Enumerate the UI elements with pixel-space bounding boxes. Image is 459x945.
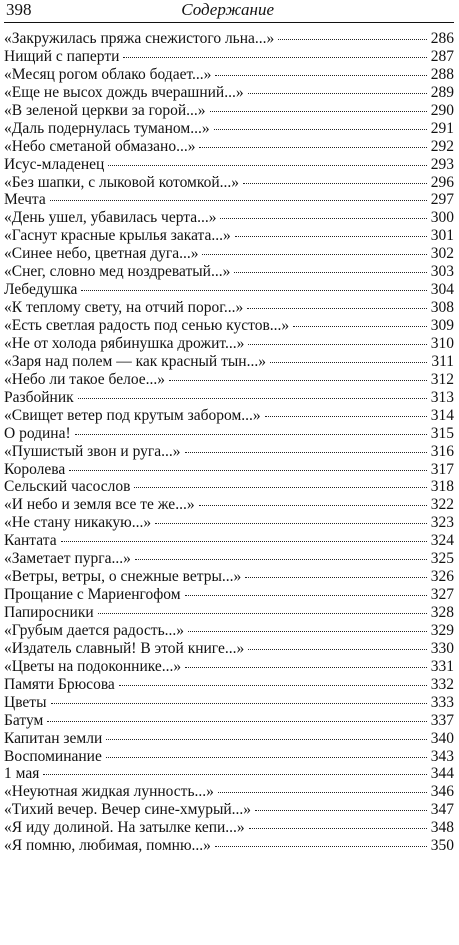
page-number: 398 bbox=[6, 0, 32, 19]
entry-page-number: 308 bbox=[430, 299, 454, 317]
entry-title: «Я иду долиной. На затылке кепи...» bbox=[4, 819, 245, 837]
toc-entry bbox=[4, 425, 454, 443]
entry-page-number: 316 bbox=[430, 442, 454, 460]
toc-entry bbox=[4, 478, 454, 496]
dot-leader bbox=[188, 631, 427, 632]
entry-page-number: 346 bbox=[430, 783, 454, 801]
dot-leader bbox=[106, 739, 426, 740]
toc-entry bbox=[4, 783, 454, 801]
entry-page-number: 348 bbox=[430, 819, 454, 837]
dot-leader bbox=[47, 721, 426, 722]
dot-leader bbox=[155, 523, 427, 524]
entry-title: Лебедушка bbox=[4, 281, 78, 299]
toc-entry bbox=[4, 443, 454, 461]
toc-entry bbox=[4, 299, 454, 317]
toc-entry bbox=[4, 819, 454, 837]
entry-page-number: 288 bbox=[430, 65, 454, 83]
entry-page-number: 331 bbox=[430, 657, 454, 675]
entry-page-number: 304 bbox=[430, 281, 454, 299]
dot-leader bbox=[249, 828, 427, 829]
entry-page-number: 313 bbox=[430, 388, 454, 406]
entry-title: «Издатель славный! В этой книге...» bbox=[4, 639, 245, 657]
toc-entry bbox=[4, 694, 454, 712]
entry-page-number: 322 bbox=[430, 496, 454, 514]
entry-page-number: 296 bbox=[430, 173, 454, 191]
toc-entry bbox=[4, 676, 454, 694]
dot-leader bbox=[248, 649, 427, 650]
entry-page-number: 326 bbox=[430, 568, 454, 586]
toc-entry bbox=[4, 514, 454, 532]
entry-title: Мечта bbox=[4, 191, 46, 209]
entry-title: «Свищет ветер под крутым забором...» bbox=[4, 406, 261, 424]
dot-leader bbox=[248, 344, 426, 345]
dot-leader bbox=[135, 559, 427, 560]
dot-leader bbox=[108, 165, 426, 166]
running-title: Содержание bbox=[181, 0, 274, 19]
dot-leader bbox=[235, 236, 427, 237]
dot-leader bbox=[185, 452, 427, 453]
entry-page-number: 344 bbox=[430, 765, 454, 783]
toc-entry bbox=[4, 532, 454, 550]
entry-title: Цветы bbox=[4, 693, 47, 711]
entry-title: Памяти Брюсова bbox=[4, 675, 115, 693]
dot-leader bbox=[185, 667, 427, 668]
dot-leader bbox=[43, 774, 426, 775]
entry-title: «Цветы на подоконнике...» bbox=[4, 657, 182, 675]
toc-entry bbox=[4, 496, 454, 514]
toc-entry bbox=[4, 712, 454, 730]
toc-entry bbox=[4, 102, 454, 120]
toc-entry bbox=[4, 48, 454, 66]
dot-leader bbox=[50, 200, 427, 201]
toc-entry bbox=[4, 263, 454, 281]
entry-title: «В зеленой церкви за горой...» bbox=[4, 101, 206, 119]
toc-entry bbox=[4, 209, 454, 227]
entry-page-number: 300 bbox=[430, 209, 454, 227]
dot-leader bbox=[214, 129, 427, 130]
entry-page-number: 309 bbox=[430, 317, 454, 334]
dot-leader bbox=[278, 39, 426, 40]
entry-title: «Заря над полем — как красный тын...» bbox=[4, 352, 266, 370]
dot-leader bbox=[134, 487, 426, 488]
entry-title: «Небо сметаной обмазано...» bbox=[4, 137, 196, 155]
dot-leader bbox=[215, 846, 427, 847]
entry-title: Исус-младенец bbox=[4, 155, 105, 173]
toc-entry bbox=[4, 765, 454, 783]
entry-page-number: 325 bbox=[430, 550, 454, 568]
toc-entry bbox=[4, 658, 454, 676]
toc-entry bbox=[4, 801, 454, 819]
toc-entry bbox=[4, 389, 454, 407]
entry-page-number: 347 bbox=[430, 801, 454, 819]
dot-leader bbox=[61, 541, 427, 542]
entry-page-number: 312 bbox=[430, 370, 454, 388]
entry-page-number: 333 bbox=[430, 693, 454, 711]
entry-title: «Ветры, ветры, о снежные ветры...» bbox=[4, 568, 242, 586]
entry-page-number: 287 bbox=[430, 47, 454, 65]
entry-title: «Закружилась пряжа снежистого льна...» bbox=[4, 30, 275, 47]
entry-title: «Я помню, любимая, помню...» bbox=[4, 837, 211, 855]
entry-title: Разбойник bbox=[4, 388, 74, 406]
entry-page-number: 328 bbox=[430, 604, 454, 621]
entry-title: «К теплому свету, на отчий порог...» bbox=[4, 299, 244, 317]
toc-entry bbox=[4, 640, 454, 658]
entry-page-number: 292 bbox=[430, 137, 454, 155]
toc-entry bbox=[4, 317, 454, 335]
dot-leader bbox=[255, 810, 427, 811]
dot-leader bbox=[81, 290, 426, 291]
entry-title: «Без шапки, с лыковой котомкой...» bbox=[4, 173, 240, 191]
entry-page-number: 311 bbox=[431, 352, 454, 370]
toc-entry bbox=[4, 730, 454, 748]
dot-leader bbox=[98, 613, 427, 614]
entry-title: Кантата bbox=[4, 532, 57, 550]
entry-title: «Гаснут красные крылья заката...» bbox=[4, 227, 231, 245]
toc-entry bbox=[4, 245, 454, 263]
dot-leader bbox=[265, 416, 427, 417]
dot-leader bbox=[199, 147, 426, 148]
toc-entry bbox=[4, 837, 454, 855]
dot-leader bbox=[247, 308, 427, 309]
entry-page-number: 324 bbox=[430, 532, 454, 550]
dot-leader bbox=[218, 792, 427, 793]
entry-page-number: 289 bbox=[430, 83, 454, 101]
entry-title: «Не стану никакую...» bbox=[4, 514, 152, 532]
entry-page-number: 327 bbox=[430, 586, 454, 604]
entry-title: Папиросники bbox=[4, 604, 94, 621]
entry-page-number: 340 bbox=[430, 729, 454, 747]
dot-leader bbox=[123, 57, 426, 58]
entry-page-number: 318 bbox=[430, 478, 454, 496]
entry-title: Воспоминание bbox=[4, 747, 102, 765]
toc-entry bbox=[4, 568, 454, 586]
entry-page-number: 343 bbox=[430, 747, 454, 765]
toc-entry bbox=[4, 66, 454, 84]
toc-entry bbox=[4, 604, 454, 622]
dot-leader bbox=[169, 380, 427, 381]
entry-page-number: 291 bbox=[430, 119, 454, 137]
dot-leader bbox=[220, 218, 426, 219]
entry-page-number: 286 bbox=[430, 30, 454, 47]
entry-title: «Снег, словно мед ноздреватый...» bbox=[4, 263, 231, 281]
dot-leader bbox=[215, 75, 426, 76]
dot-leader bbox=[199, 505, 427, 506]
toc-entry bbox=[4, 227, 454, 245]
entry-title: «Тихий вечер. Вечер сине-хмурый...» bbox=[4, 801, 252, 819]
entry-title: «Месяц рогом облако бодает...» bbox=[4, 65, 212, 83]
entry-page-number: 323 bbox=[430, 514, 454, 532]
entry-page-number: 337 bbox=[430, 711, 454, 729]
toc-entry bbox=[4, 138, 454, 156]
dot-leader bbox=[119, 685, 427, 686]
toc-entry bbox=[4, 748, 454, 766]
entry-title: «Неуютная жидкая лунность...» bbox=[4, 783, 214, 801]
entry-page-number: 317 bbox=[430, 460, 454, 478]
dot-leader bbox=[270, 362, 427, 363]
toc-entry bbox=[4, 156, 454, 174]
entry-page-number: 314 bbox=[430, 406, 454, 424]
entry-title: 1 мая bbox=[4, 765, 40, 783]
toc-entry bbox=[4, 371, 454, 389]
dot-leader bbox=[78, 398, 427, 399]
entry-page-number: 303 bbox=[430, 263, 454, 281]
entry-page-number: 293 bbox=[430, 155, 454, 173]
dot-leader bbox=[51, 703, 427, 704]
entry-title: «Даль подернулась туманом...» bbox=[4, 119, 210, 137]
entry-page-number: 310 bbox=[430, 334, 454, 352]
entry-title: «Небо ли такое белое...» bbox=[4, 370, 166, 388]
toc-entry bbox=[4, 550, 454, 568]
entry-title: «Не от холода рябинушка дрожит...» bbox=[4, 334, 245, 352]
entry-title: Нищий с паперти bbox=[4, 47, 120, 65]
entry-title: «Пушистый звон и руга...» bbox=[4, 442, 181, 460]
toc-entry bbox=[4, 622, 454, 640]
dot-leader bbox=[245, 577, 426, 578]
entry-page-number: 297 bbox=[430, 191, 454, 209]
toc-entry bbox=[4, 281, 454, 299]
entry-title: «Синее небо, цветная дуга...» bbox=[4, 245, 199, 263]
entry-title: «И небо и земля все те же...» bbox=[4, 496, 195, 514]
entry-title: Королева bbox=[4, 460, 66, 478]
entry-title: Прощание с Мариенгофом bbox=[4, 586, 181, 604]
entry-page-number: 301 bbox=[430, 227, 454, 245]
toc-entry bbox=[4, 120, 454, 138]
toc-entry bbox=[4, 335, 454, 353]
toc-entry bbox=[4, 407, 454, 425]
table-of-contents bbox=[4, 30, 454, 855]
entry-page-number: 302 bbox=[430, 245, 454, 263]
dot-leader bbox=[185, 595, 427, 596]
entry-title: Батум bbox=[4, 711, 44, 729]
entry-title: «Еще не высох дождь вчерашний...» bbox=[4, 83, 244, 101]
page-header bbox=[4, 0, 454, 23]
dot-leader bbox=[234, 272, 426, 273]
dot-leader bbox=[75, 434, 427, 435]
entry-title: Капитан земли bbox=[4, 729, 103, 747]
entry-title: «Грубым дается радость...» bbox=[4, 621, 185, 639]
entry-page-number: 332 bbox=[430, 675, 454, 693]
entry-page-number: 350 bbox=[430, 837, 454, 855]
entry-page-number: 329 bbox=[430, 621, 454, 639]
entry-page-number: 330 bbox=[430, 639, 454, 657]
dot-leader bbox=[69, 470, 427, 471]
toc-entry bbox=[4, 174, 454, 192]
toc-entry bbox=[4, 84, 454, 102]
toc-entry bbox=[4, 353, 454, 371]
entry-page-number: 315 bbox=[430, 424, 454, 442]
dot-leader bbox=[202, 254, 426, 255]
entry-title: Сельский часослов bbox=[4, 478, 131, 496]
entry-title: «День ушел, убавилась черта...» bbox=[4, 209, 217, 227]
toc-entry bbox=[4, 586, 454, 604]
entry-title: «Заметает пурга...» bbox=[4, 550, 131, 568]
toc-entry bbox=[4, 191, 454, 209]
dot-leader bbox=[248, 93, 427, 94]
dot-leader bbox=[106, 757, 427, 758]
entry-page-number: 290 bbox=[430, 101, 454, 119]
entry-title: О родина! bbox=[4, 424, 71, 442]
toc-entry bbox=[4, 461, 454, 479]
dot-leader bbox=[210, 111, 427, 112]
dot-leader bbox=[243, 183, 427, 184]
dot-leader bbox=[293, 326, 427, 327]
entry-title: «Есть светлая радость под сенью кустов...» bbox=[4, 317, 290, 334]
toc-entry bbox=[4, 30, 454, 48]
